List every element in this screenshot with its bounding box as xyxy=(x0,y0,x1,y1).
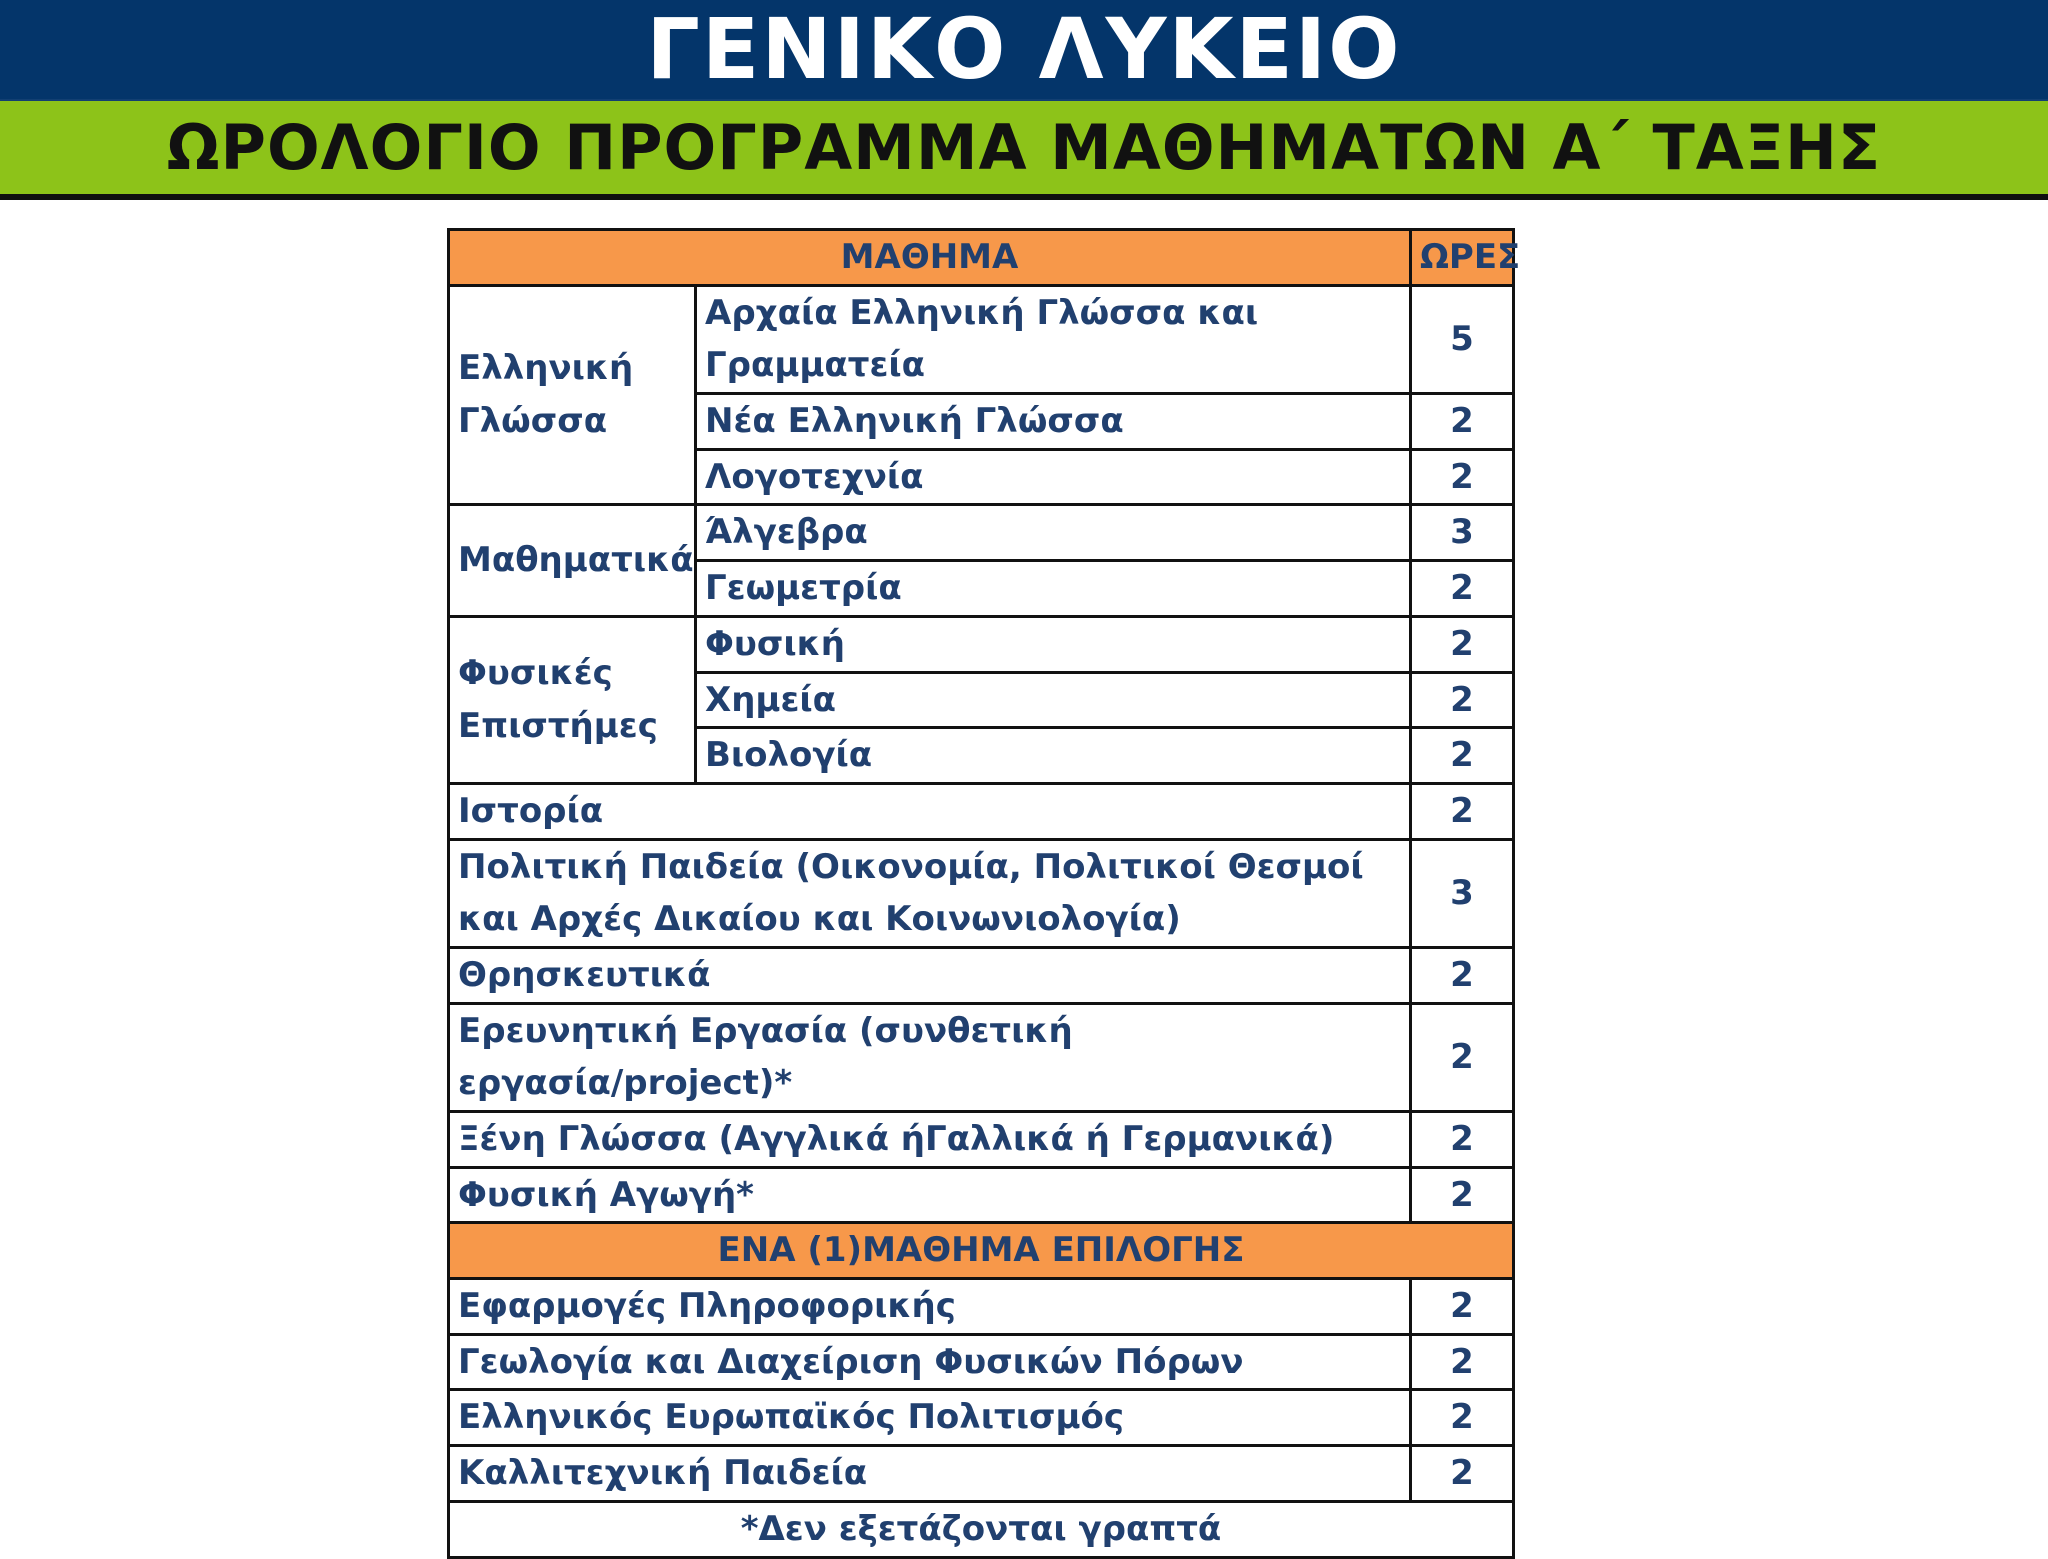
subject-hours: 2 xyxy=(1411,561,1514,617)
hours-column-header: ΩΡΕΣ xyxy=(1411,230,1514,286)
subject-name: Ξένη Γλώσσα (Αγγλικά ήΓαλλικά ή Γερμανικά) xyxy=(449,1112,1411,1168)
subject-hours: 2 xyxy=(1411,616,1514,672)
subject-name: Θρησκευτικά xyxy=(449,947,1411,1003)
table-header-row xyxy=(449,230,1514,286)
subject-name: Νέα Ελληνική Γλώσσα xyxy=(696,394,1411,450)
subject-hours: 3 xyxy=(1411,839,1514,947)
table-row xyxy=(449,783,1514,839)
subject-hours: 2 xyxy=(1411,1167,1514,1223)
table-row xyxy=(449,947,1514,1003)
elective-header: ΕΝΑ (1)ΜΑΘΗΜΑ ΕΠΙΛΟΓΗΣ xyxy=(449,1223,1514,1279)
elective-name: Καλλιτεχνική Παιδεία xyxy=(449,1446,1411,1502)
table-row xyxy=(449,839,1514,947)
elective-name: Εφαρμογές Πληροφορικής xyxy=(449,1279,1411,1335)
subject-column-header: ΜΑΘΗΜΑ xyxy=(449,230,1411,286)
elective-hours: 2 xyxy=(1411,1390,1514,1446)
subject-hours: 2 xyxy=(1411,783,1514,839)
page-subtitle: ΩΡΟΛΟΓΙΟ ΠΡΟΓΡΑΜΜΑ ΜΑΘΗΜΑΤΩΝ Α΄ ΤΑΞΗΣ xyxy=(0,101,2048,200)
table-row xyxy=(449,285,1514,393)
subject-hours: 2 xyxy=(1411,672,1514,728)
schedule-table xyxy=(447,228,1521,1559)
table-row xyxy=(449,1334,1514,1390)
subject-name: Ιστορία xyxy=(449,783,1411,839)
subject-name: Φυσική Αγωγή* xyxy=(449,1167,1411,1223)
table-row xyxy=(449,1112,1514,1168)
elective-hours: 2 xyxy=(1411,1446,1514,1502)
table-row xyxy=(449,1446,1514,1502)
table-row xyxy=(449,1003,1514,1111)
subject-name: Άλγεβρα xyxy=(696,505,1411,561)
subject-name: Γεωμετρία xyxy=(696,561,1411,617)
subject-hours: 2 xyxy=(1411,728,1514,784)
elective-name: Γεωλογία και Διαχείριση Φυσικών Πόρων xyxy=(449,1334,1411,1390)
table-row xyxy=(449,616,1514,672)
page-title: ΓΕΝΙΚΟ ΛΥΚΕΙΟ xyxy=(0,0,2048,101)
elective-hours: 2 xyxy=(1411,1279,1514,1335)
group-label-mathematics: Μαθηματικά xyxy=(449,505,696,616)
group-label-natural-sciences: Φυσικές Επιστήμες xyxy=(449,616,696,783)
subject-name: Ερευνητική Εργασία (συνθετική εργασία/project)* xyxy=(449,1003,1411,1111)
footnote-row xyxy=(449,1501,1514,1557)
elective-hours: 2 xyxy=(1411,1334,1514,1390)
subject-name: Λογοτεχνία xyxy=(696,449,1411,505)
subject-name: Πολιτική Παιδεία (Οικονομία, Πολιτικοί Θεσμοί και Αρχές Δικαίου και Κοινωνιολογία) xyxy=(449,839,1411,947)
footnote: *Δεν εξετάζονται γραπτά xyxy=(449,1501,1514,1557)
table-row xyxy=(449,505,1514,561)
subject-name: Αρχαία Ελληνική Γλώσσα και Γραμματεία xyxy=(696,285,1411,393)
subject-name: Χημεία xyxy=(696,672,1411,728)
subject-hours: 5 xyxy=(1411,285,1514,393)
subject-name: Φυσική xyxy=(696,616,1411,672)
subject-hours: 2 xyxy=(1411,449,1514,505)
elective-name: Ελληνικός Ευρωπαϊκός Πολιτισμός xyxy=(449,1390,1411,1446)
subject-hours: 2 xyxy=(1411,394,1514,450)
subject-name: Βιολογία xyxy=(696,728,1411,784)
subject-hours: 2 xyxy=(1411,1112,1514,1168)
table-row xyxy=(449,1279,1514,1335)
subject-hours: 2 xyxy=(1411,1003,1514,1111)
subject-hours: 2 xyxy=(1411,947,1514,1003)
table-row xyxy=(449,1167,1514,1223)
subject-hours: 3 xyxy=(1411,505,1514,561)
elective-header-row xyxy=(449,1223,1514,1279)
group-label-greek-language: Ελληνική Γλώσσα xyxy=(449,285,696,505)
